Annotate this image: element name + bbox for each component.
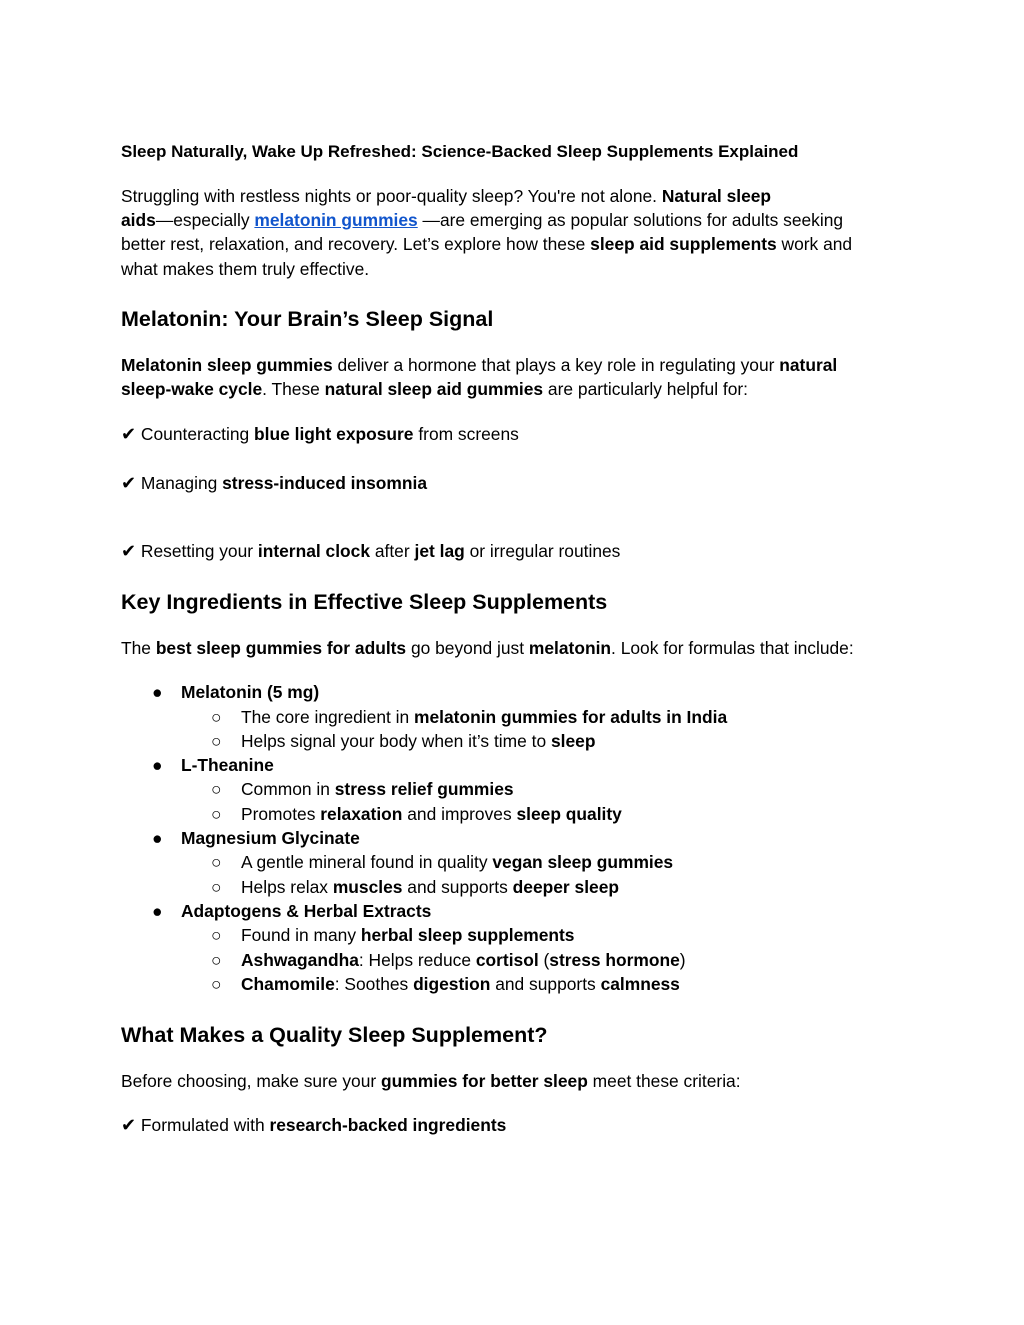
- ingredient-detail: The core ingredient in melatonin gummies for adults in India: [241, 707, 728, 727]
- key-intro: The best sleep gummies for adults go beyond just melatonin. Look for formulas that include:: [121, 638, 854, 658]
- sub-bullet-icon: ○: [211, 877, 222, 897]
- quality-intro: Before choosing, make sure your gummies for better sleep meet these criteria:: [121, 1071, 741, 1091]
- check-item: ✔ Formulated with research-backed ingredients: [121, 1115, 507, 1135]
- heading-melatonin: Melatonin: Your Brain’s Sleep Signal: [121, 307, 494, 331]
- ingredient-detail: A gentle mineral found in quality vegan sleep gummies: [241, 852, 674, 872]
- sub-bullet-icon: ○: [211, 852, 222, 872]
- ingredient-detail: Chamomile: Soothes digestion and supports calmness: [241, 974, 680, 994]
- ingredient-detail: Helps signal your body when it’s time to sleep: [241, 731, 596, 751]
- intro-line-1: Struggling with restless nights or poor-quality sleep? You're not alone. Natural sleep: [121, 186, 772, 206]
- checkmark-icon: ✔: [121, 1115, 137, 1135]
- sub-bullet-icon: ○: [211, 707, 222, 727]
- intro-line-2: aids—especially melatonin gummies —are emerging as popular solutions for adults seeking: [121, 210, 844, 230]
- sub-bullet-icon: ○: [211, 804, 222, 824]
- ingredient-detail: Promotes relaxation and improves sleep quality: [241, 804, 622, 824]
- bullet-icon: ●: [152, 901, 163, 921]
- intro-line-3: better rest, relaxation, and recovery. Let’s explore how these sleep aid supplements work and: [121, 234, 853, 254]
- sub-bullet-icon: ○: [211, 925, 222, 945]
- sub-bullet-icon: ○: [211, 731, 222, 751]
- ingredient-name: Adaptogens & Herbal Extracts: [181, 901, 432, 921]
- bullet-icon: ●: [152, 828, 163, 848]
- sub-bullet-icon: ○: [211, 950, 222, 970]
- ingredient-name: Melatonin (5 mg): [181, 682, 320, 702]
- check-item: ✔ Resetting your internal clock after jet lag or irregular routines: [121, 541, 621, 561]
- ingredient-detail: Ashwagandha: Helps reduce cortisol (stress hormone): [241, 950, 686, 970]
- melatonin-line-1: Melatonin sleep gummies deliver a hormone that plays a key role in regulating your natural: [121, 355, 838, 375]
- document-title: Sleep Naturally, Wake Up Refreshed: Science-Backed Sleep Supplements Explained: [121, 142, 799, 161]
- ingredient-detail: Common in stress relief gummies: [241, 779, 514, 799]
- checkmark-icon: ✔: [121, 473, 137, 493]
- ingredient-detail: Found in many herbal sleep supplements: [241, 925, 575, 945]
- melatonin-gummies-link[interactable]: melatonin gummies: [254, 210, 418, 230]
- heading-key-ingredients: Key Ingredients in Effective Sleep Supplements: [121, 590, 608, 614]
- checkmark-icon: ✔: [121, 424, 137, 444]
- ingredient-name: L-Theanine: [181, 755, 274, 775]
- sub-bullet-icon: ○: [211, 779, 222, 799]
- ingredient-detail: Helps relax muscles and supports deeper sleep: [241, 877, 619, 897]
- check-item: ✔ Managing stress-induced insomnia: [121, 473, 428, 493]
- sub-bullet-icon: ○: [211, 974, 222, 994]
- checkmark-icon: ✔: [121, 541, 137, 561]
- melatonin-line-2: sleep-wake cycle. These natural sleep aid gummies are particularly helpful for:: [121, 379, 749, 399]
- check-item: ✔ Counteracting blue light exposure from screens: [121, 424, 519, 444]
- heading-quality: What Makes a Quality Sleep Supplement?: [121, 1023, 548, 1047]
- intro-line-4: what makes them truly effective.: [121, 259, 370, 279]
- bullet-icon: ●: [152, 755, 163, 775]
- bullet-icon: ●: [152, 682, 163, 702]
- ingredient-name: Magnesium Glycinate: [181, 828, 360, 848]
